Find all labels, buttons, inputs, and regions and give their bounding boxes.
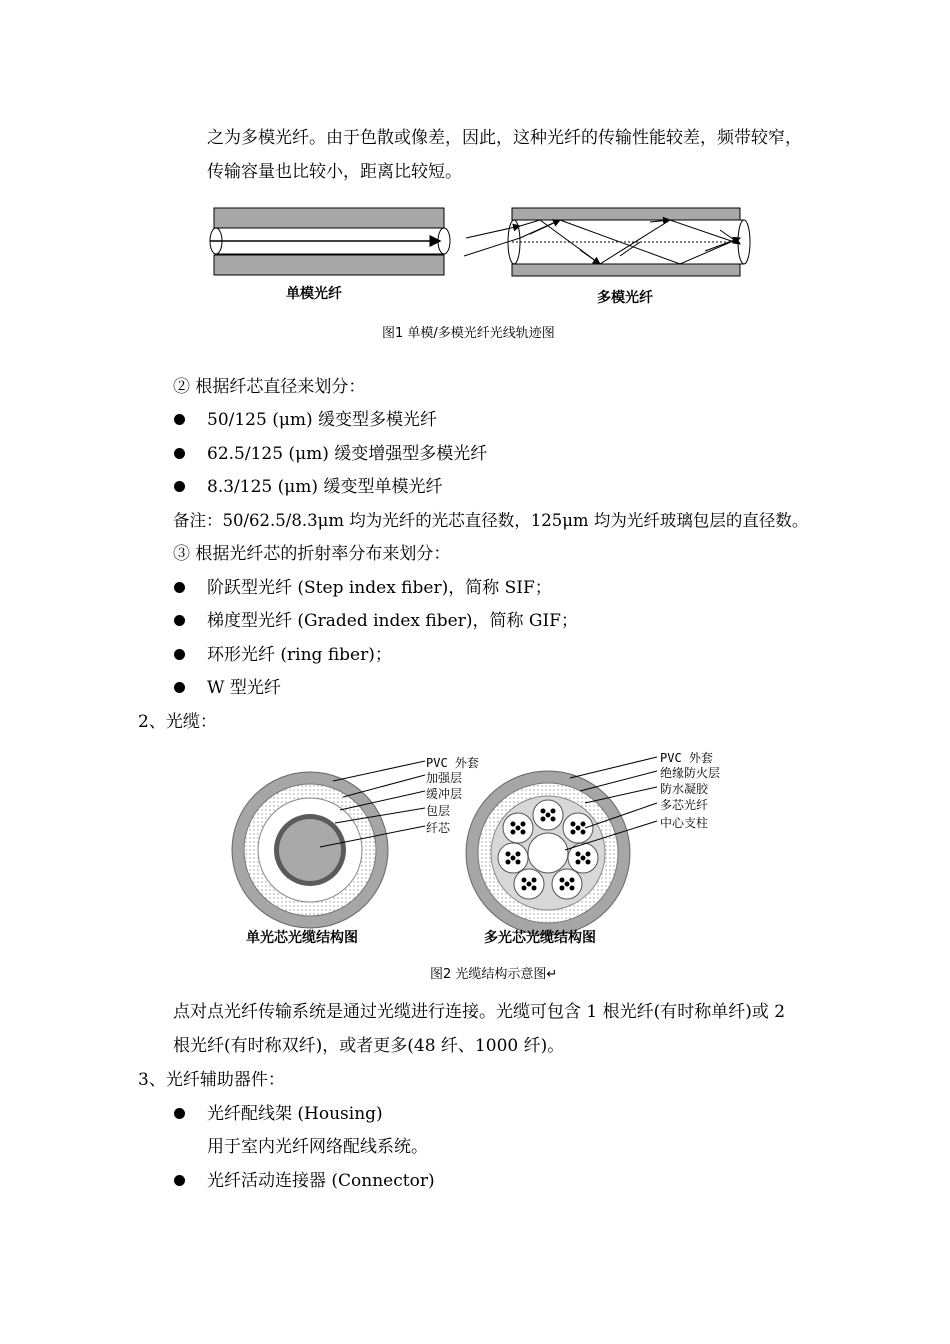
- figure2-single-title: 单光芯光缆结构图: [246, 930, 358, 946]
- single-cable-label-cladding: 包层: [426, 804, 451, 818]
- multi-cable-label-fibers: 多芯光纤: [660, 798, 709, 812]
- bullet-icon: [174, 481, 185, 492]
- multi-cable-label-pvc: PVC 外套: [660, 751, 713, 765]
- intro-line-2: 传输容量也比较小，距离比较短。: [207, 162, 462, 182]
- multi-mode-fiber-drawing: [464, 208, 750, 276]
- single-cable-label-pvc: PVC 外套: [426, 756, 479, 770]
- cable-heading: 2、光缆：: [138, 712, 217, 732]
- bullet-icon: [174, 1175, 185, 1186]
- bullet-icon: [174, 682, 185, 693]
- index-heading: ③ 根据光纤芯的折射率分布来划分：: [173, 544, 451, 564]
- multi-core-cable-drawing: [466, 757, 657, 935]
- multi-cable-label-firewall: 绝缘防火层: [660, 766, 721, 780]
- figure1-label-single: 单模光纤: [286, 286, 342, 302]
- bullet-icon: [174, 582, 185, 593]
- diameter-item-3: 8.3/125 (μm) 缓变型单模光纤: [207, 477, 443, 497]
- diameter-note: 备注：50/62.5/8.3μm 均为光纤的光芯直径数，125μm 均为光纤玻璃包层的直径数。: [173, 511, 809, 530]
- single-cable-label-core: 纤芯: [426, 821, 451, 835]
- index-item-4: W 型光纤: [207, 678, 281, 698]
- bullet-icon: [174, 615, 185, 626]
- single-mode-fiber-drawing: [210, 208, 450, 275]
- bullet-icon: [174, 1108, 185, 1119]
- index-item-2: 梯度型光纤 (Graded index fiber)，简称 GIF；: [207, 611, 578, 631]
- accessory-item-housing: 光纤配线架 (Housing): [207, 1104, 383, 1124]
- diameter-item-1: 50/125 (μm) 缓变型多模光纤: [207, 410, 438, 430]
- diameter-heading: ② 根据纤芯直径来划分：: [173, 377, 366, 397]
- figure1-label-multi: 多模光纤: [597, 290, 653, 306]
- figure-fiber-modes: [200, 200, 760, 310]
- bullet-icon: [174, 649, 185, 660]
- index-item-3: 环形光纤 (ring fiber)；: [207, 645, 392, 665]
- accessory-item-connector: 光纤活动连接器 (Connector): [207, 1171, 435, 1191]
- figure1-caption: 图1 单模/多模光纤光线轨迹图: [382, 326, 555, 341]
- figure2-caption: 图2 光缆结构示意图↵: [430, 967, 558, 982]
- intro-line-1: 之为多模光纤。由于色散或像差，因此，这种光纤的传输性能较差，频带较窄，: [207, 128, 802, 148]
- index-item-1: 阶跃型光纤 (Step index fiber)，简称 SIF；: [207, 578, 552, 598]
- multi-cable-label-gel: 防水凝胶: [660, 782, 709, 796]
- bullet-icon: [174, 414, 185, 425]
- single-cable-label-buffer: 缓冲层: [426, 787, 463, 801]
- diameter-item-2: 62.5/125 (μm) 缓变增强型多模光纤: [207, 444, 488, 464]
- bullet-icon: [174, 448, 185, 459]
- figure2-multi-title: 多光芯光缆结构图: [484, 930, 596, 946]
- accessories-heading: 3、光纤辅助器件：: [138, 1070, 285, 1090]
- multi-cable-label-center: 中心支柱: [660, 816, 709, 830]
- single-cable-label-strength: 加强层: [426, 771, 463, 785]
- cable-text-line-1: 点对点光纤传输系统是通过光缆进行连接。光缆可包含 1 根光纤(有时称单纤)或 2: [173, 1002, 786, 1022]
- cable-text-line-2: 根光纤(有时称双纤)，或者更多(48 纤、1000 纤)。: [173, 1036, 565, 1056]
- single-core-cable-drawing: [232, 761, 425, 928]
- accessory-item-housing-desc: 用于室内光纤网络配线系统。: [207, 1137, 428, 1157]
